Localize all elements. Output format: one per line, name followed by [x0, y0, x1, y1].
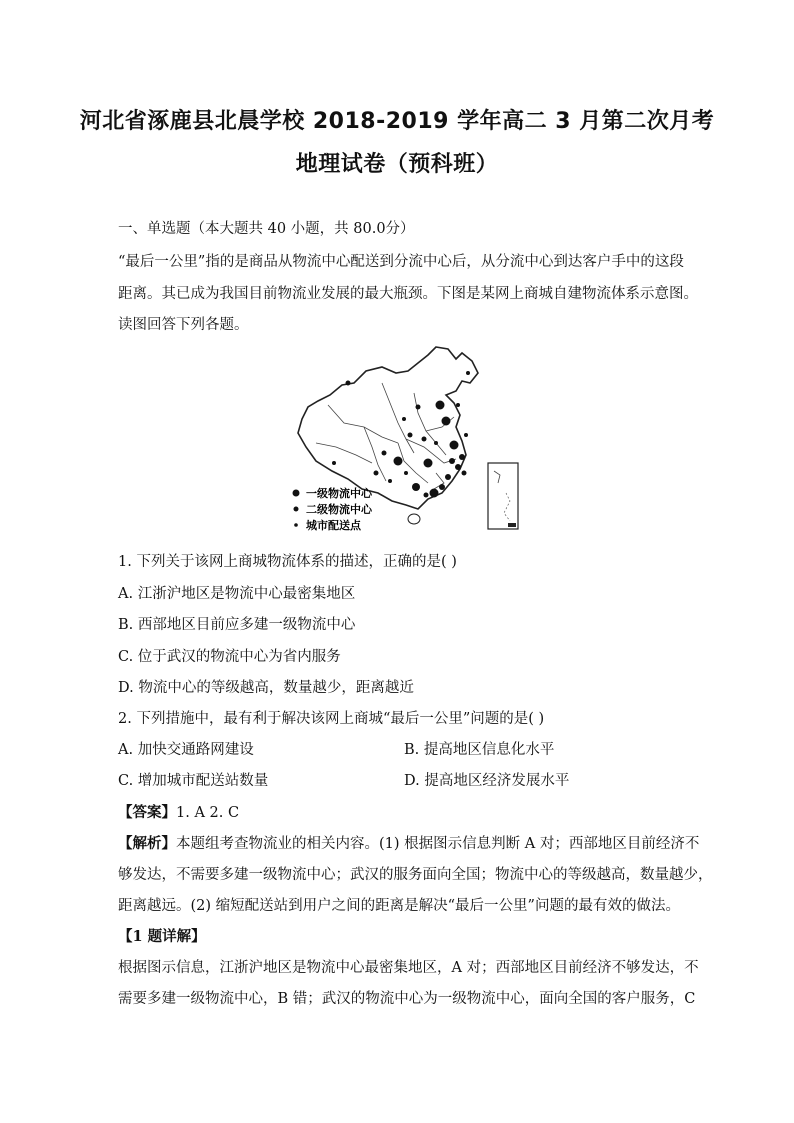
- q2-stem: 2. 下列措施中，最有利于解决该网上商城“最后一公里”问题的是( ): [118, 711, 545, 727]
- legend-city-icon: [294, 523, 298, 527]
- legend-primary-icon: [293, 490, 300, 497]
- primary-hub-dot: [430, 489, 439, 498]
- q1-option-a: A. 江浙沪地区是物流中心最密集地区: [118, 586, 356, 602]
- analysis-line-1: [118, 832, 699, 853]
- answer-text: 1. A 2. C: [176, 805, 240, 821]
- q1-option-c: C. 位于武汉的物流中心为省内服务: [118, 649, 341, 665]
- page-title-line2: 地理试卷（预科班）: [295, 152, 499, 177]
- q1-stem: 1. 下列关于该网上商城物流体系的描述，正确的是( ): [118, 554, 457, 570]
- intro-line-3: 读图回答下列各题。: [118, 317, 249, 333]
- q2-option-a: A. 加快交通路网建设: [118, 742, 254, 758]
- china-outline: [298, 347, 478, 509]
- primary-hub-dot: [450, 441, 459, 450]
- section-heading: 一、单选题（本大题共 40 小题，共 80.0分）: [118, 221, 415, 237]
- legend-city-label: 城市配送点: [306, 519, 361, 532]
- south-china-sea-inset: [488, 463, 518, 529]
- primary-hub-dot: [436, 401, 445, 410]
- q2-option-b: B. 提高地区信息化水平: [404, 742, 555, 758]
- primary-hub-dot: [412, 483, 420, 491]
- legend-secondary-icon: [294, 507, 299, 512]
- q2-option-c: C. 增加城市配送站数量: [118, 773, 269, 789]
- q1-option-d: D. 物流中心的等级越高，数量越少，距离越近: [118, 680, 414, 696]
- q2-option-d: D. 提高地区经济发展水平: [404, 773, 570, 789]
- analysis-line-2: 够发达，不需要多建一级物流中心；武汉的服务面向全国；物流中心的等级越高，数量越少，: [118, 867, 713, 883]
- primary-hub-dot: [394, 457, 403, 466]
- page-title-line1: 河北省涿鹿县北晨学校 2018-2019 学年高二 3 月第二次月考: [79, 109, 715, 134]
- intro-line-2: 距离。其已成为我国目前物流业发展的最大瓶颈。下图是某网上商城自建物流体系示意图。: [118, 286, 698, 302]
- answer-row: [118, 801, 239, 822]
- intro-line-1: “最后一公里”指的是商品从物流中心配送到分流中心后，从分流中心到达客户手中的这段: [118, 254, 684, 270]
- q1-option-b: B. 西部地区目前应多建一级物流中心: [118, 617, 356, 633]
- primary-hub-dot: [442, 417, 451, 426]
- legend-primary-label: 一级物流中心: [306, 487, 372, 500]
- primary-hub-dot: [424, 459, 433, 468]
- analysis-label: 【解析】: [118, 835, 176, 852]
- china-logistics-map: [286, 343, 530, 533]
- legend-secondary-label: 二级物流中心: [306, 503, 372, 516]
- detail-line-1: 根据图示信息，江浙沪地区是物流中心最密集地区，A 对；西部地区目前经济不够发达，不: [118, 960, 699, 976]
- detail-label: 【1 题详解】: [118, 928, 206, 945]
- analysis-line-3: 距离越远。(2) 缩短配送站到用户之间的距离是解决“最后一公里”问题的最有效的做法。: [118, 898, 680, 914]
- answer-label: 【答案】: [118, 804, 176, 821]
- detail-line-2: 需要多建一级物流中心，B 错；武汉的物流中心为一级物流中心，面向全国的客户服务，C: [118, 991, 696, 1007]
- analysis-text-1: 本题组考查物流业的相关内容。(1) 根据图示信息判断 A 对；西部地区目前经济不: [176, 836, 700, 852]
